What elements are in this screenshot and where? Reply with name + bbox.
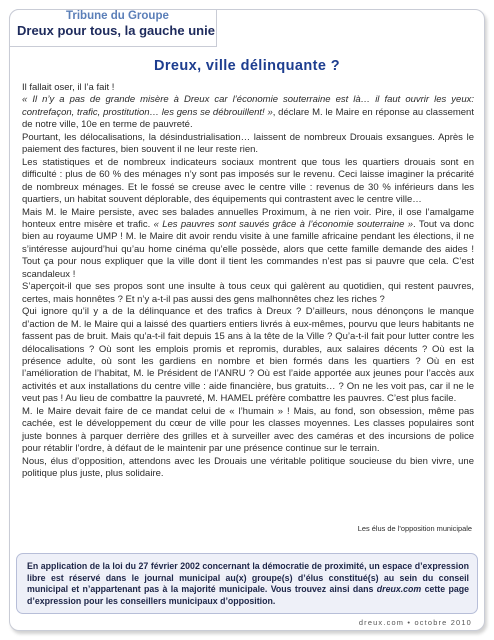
paragraph-5-start: Mais M. le Maire persiste, avec ses balades annuelles Proximum, à ne rien voir. Pire, il ose l’amalgame honteux entre misère et trafic. bbox=[22, 206, 474, 230]
notice-text-after: cette page d’expression pour les conseillers municipaux d’opposition. bbox=[27, 584, 469, 606]
article-body bbox=[22, 82, 474, 481]
paragraph-2 bbox=[22, 94, 474, 131]
group-title: Dreux pour tous, la gauche unie bbox=[17, 23, 215, 38]
paragraph-6: S’aperçoit-il que ses propos sont une insulte à tous ceux qui galèrent au quotidien, qui restent pauvres, certes, mais honnêtes ? Et n’y a-t-il pas aussi des gens malhonnêtes chez les riches ? bbox=[22, 281, 474, 305]
paragraph-5-rest: . Tout va donc bien au royaume UMP ! M. le Maire dit avoir rendu visite à une famille africaine pendant les élections, il ne s’intéresse aujourd’hui qu’au home cinéma qu’elle possède, alors que cette famille demande des aides ! Tout ça pour nous expliquer que la ville dont il tient les commandes n’est pas si pauvre que cela. C’est scandaleux ! bbox=[22, 218, 475, 280]
paragraph-7: Qui ignore qu’il y a de la délinquance et des trafics à Dreux ? D’ailleurs, nous dénonçons le manque d’action de M. le Maire qui a laissé des quartiers entiers livrés à eux-mêmes, pourvu que leurs habitants ne fassent pas de bruit. Mais qu’a-t-il fait depuis 15 ans à la tête de la Ville ? Qu’a-t-il fait pour lutter contre les délocalisations ? Où sont les emplois promis et repromis, durables, aux salaires décents ? Où est la présence adulte, où sont les gardiens en nombre et bien formés dans les quartiers ? Où en est l’amélioration de l’habitat, M. le Président de l’ANRU ? Où est l’aide apportée aux jeunes pour l’accès aux activités et aux installations du centre ville : aide financière, bus gratuits… ? On ne les voit pas, car il ne le veut pas ! Au lieu de combattre la pauvreté, M. HAMEL préfère combattre les pauvres. C’est plus facile. bbox=[22, 306, 474, 405]
paragraph-5 bbox=[22, 207, 474, 282]
paragraph-3: Pourtant, les délocalisations, la désindustrialisation… laissent de nombreux Drouais exsangues. Après le paiement des factures, bien souvent il ne leur reste rien. bbox=[22, 131, 474, 156]
legal-notice-text bbox=[27, 561, 469, 607]
legal-notice-box bbox=[16, 553, 478, 614]
paragraph-1: Il fallait oser, il l’a fait ! bbox=[22, 82, 115, 93]
paragraph-2-rest: , déclare M. le Maire en réponse au classement de notre ville, 10e en terme de pauvreté. bbox=[22, 106, 474, 131]
paragraph-8: M. le Maire devait faire de ce mandat celui de « l’humain » ! Mais, au fond, son obsession, même pas cachée, est le développement du cœur de ville pour les classes moyennes. Les classes populaires sont juste bonnes à parquer derrière des grilles et à surveiller avec des caméras et des incursions de police pour rétablir l’ordre, à défaut de le maintenir par une présence continue sur le terrain. bbox=[22, 405, 474, 455]
notice-site: dreux.com bbox=[376, 584, 422, 595]
notice-text-before: En application de la loi du 27 février 2002 concernant la démocratie de proximité, un espace d’expression libre est réservé dans le journal municipal au(x) groupe(s) d’élus constitué(s) au sein du conseil municipal et n’appartenant pas à la majorité municipale. Vous trouvez ainsi dans bbox=[27, 561, 469, 595]
page-footer: dreux.com • octobre 2010 bbox=[358, 618, 472, 627]
article-title: Dreux, ville délinquante ? bbox=[153, 58, 341, 74]
mayor-quote: « Il n’y a pas de grande misère à Dreux car l’économie souterraine est là… il faut ouvrir les yeux: contrefaçon, trafic, prostitution… les gens se débrouillent! » bbox=[22, 94, 474, 118]
signature: Les élus de l’opposition municipale bbox=[357, 524, 472, 533]
paragraph-9: Nous, élus d’opposition, attendons avec les Drouais une véritable politique soucieuse du bien vivre, une politique plus juste, plus solidaire. bbox=[22, 455, 474, 480]
group-tag: Tribune du Groupe bbox=[66, 10, 169, 22]
paragraph-4: Les statistiques et de nombreux indicateurs sociaux montrent que tous les quartiers drouais sont en difficulté : plus de 60 % des ménages n’y sont pas imposés sur le revenu. Ceci laisse imaginer la précarité de nombreux ménages. Et le fossé se creuse avec le centre ville : revenus de 30 % inférieurs dans les quartiers, un habitat souvent déplorable, des équipements qui contrastent avec le centre ville… bbox=[22, 156, 474, 206]
poverty-quote: « Les pauvres sont sauvés grâce à l’économie souterraine » bbox=[153, 218, 414, 230]
